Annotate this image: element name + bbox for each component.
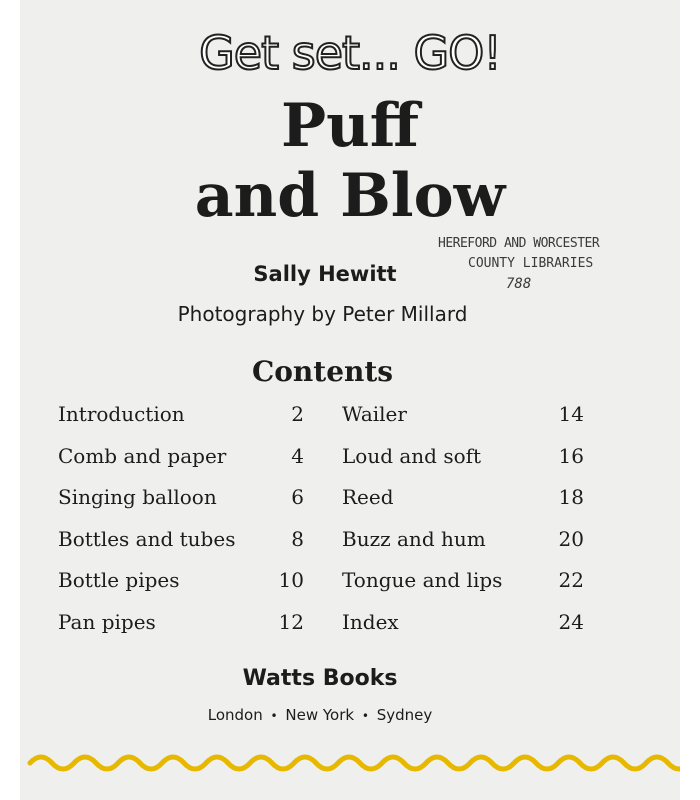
toc-entry-page: 4: [291, 443, 304, 468]
toc-entry-title: Singing balloon: [58, 485, 217, 509]
toc-entry-title: Wailer: [342, 402, 407, 426]
table-of-contents: [58, 402, 598, 651]
toc-entry-title: Reed: [342, 485, 394, 509]
book-title-line1: Puff: [281, 91, 419, 161]
toc-entry-title: Loud and soft: [342, 443, 482, 468]
toc-row: [58, 610, 598, 652]
city-new-york: New York: [285, 706, 355, 724]
photography-credit: Photography by Peter Millard: [177, 302, 468, 326]
stamp-number: 788: [506, 276, 532, 292]
toc-row: [58, 527, 598, 569]
toc-entry-page: 12: [278, 609, 304, 634]
author-name: Sally Hewitt: [253, 262, 397, 286]
city-separator: •: [270, 709, 278, 723]
toc-entry-title: Index: [342, 609, 399, 634]
publisher-cities: [0, 706, 640, 724]
book-title-line2: and Blow: [194, 161, 506, 231]
toc-entry-title: Introduction: [58, 402, 185, 426]
toc-entry-page: 8: [291, 526, 304, 551]
toc-row: [58, 568, 598, 610]
toc-entry-title: Buzz and hum: [342, 526, 486, 551]
city-london: London: [207, 706, 263, 724]
toc-entry-page: 20: [558, 526, 584, 551]
toc-entry-title: Pan pipes: [58, 609, 156, 634]
stamp-line2: COUNTY LIBRARIES: [468, 256, 594, 271]
decorative-wave-border: [20, 748, 680, 778]
toc-entry-page: 14: [558, 402, 584, 426]
toc-entry-page: 2: [291, 402, 304, 426]
toc-row: [58, 444, 598, 486]
publisher-name: Watts Books: [242, 666, 398, 691]
toc-row: [58, 402, 598, 444]
toc-entry-title: Tongue and lips: [342, 568, 503, 592]
toc-entry-page: 10: [278, 568, 304, 592]
city-sydney: Sydney: [376, 706, 433, 724]
toc-entry-page: 24: [558, 609, 584, 634]
toc-entry-page: 6: [291, 485, 304, 509]
toc-entry-page: 16: [558, 443, 584, 468]
toc-entry-title: Bottles and tubes: [58, 526, 236, 551]
toc-entry-title: Comb and paper: [58, 443, 227, 468]
contents-heading: Contents: [251, 355, 394, 388]
city-separator: •: [361, 709, 369, 723]
toc-entry-page: 22: [558, 568, 584, 592]
wave-line: [30, 757, 680, 769]
series-title: Get set... GO!: [199, 26, 501, 80]
toc-entry-page: 18: [558, 485, 584, 509]
toc-entry-title: Bottle pipes: [58, 568, 180, 592]
stamp-line1: HEREFORD AND WORCESTER: [438, 236, 600, 251]
toc-row: [58, 485, 598, 527]
